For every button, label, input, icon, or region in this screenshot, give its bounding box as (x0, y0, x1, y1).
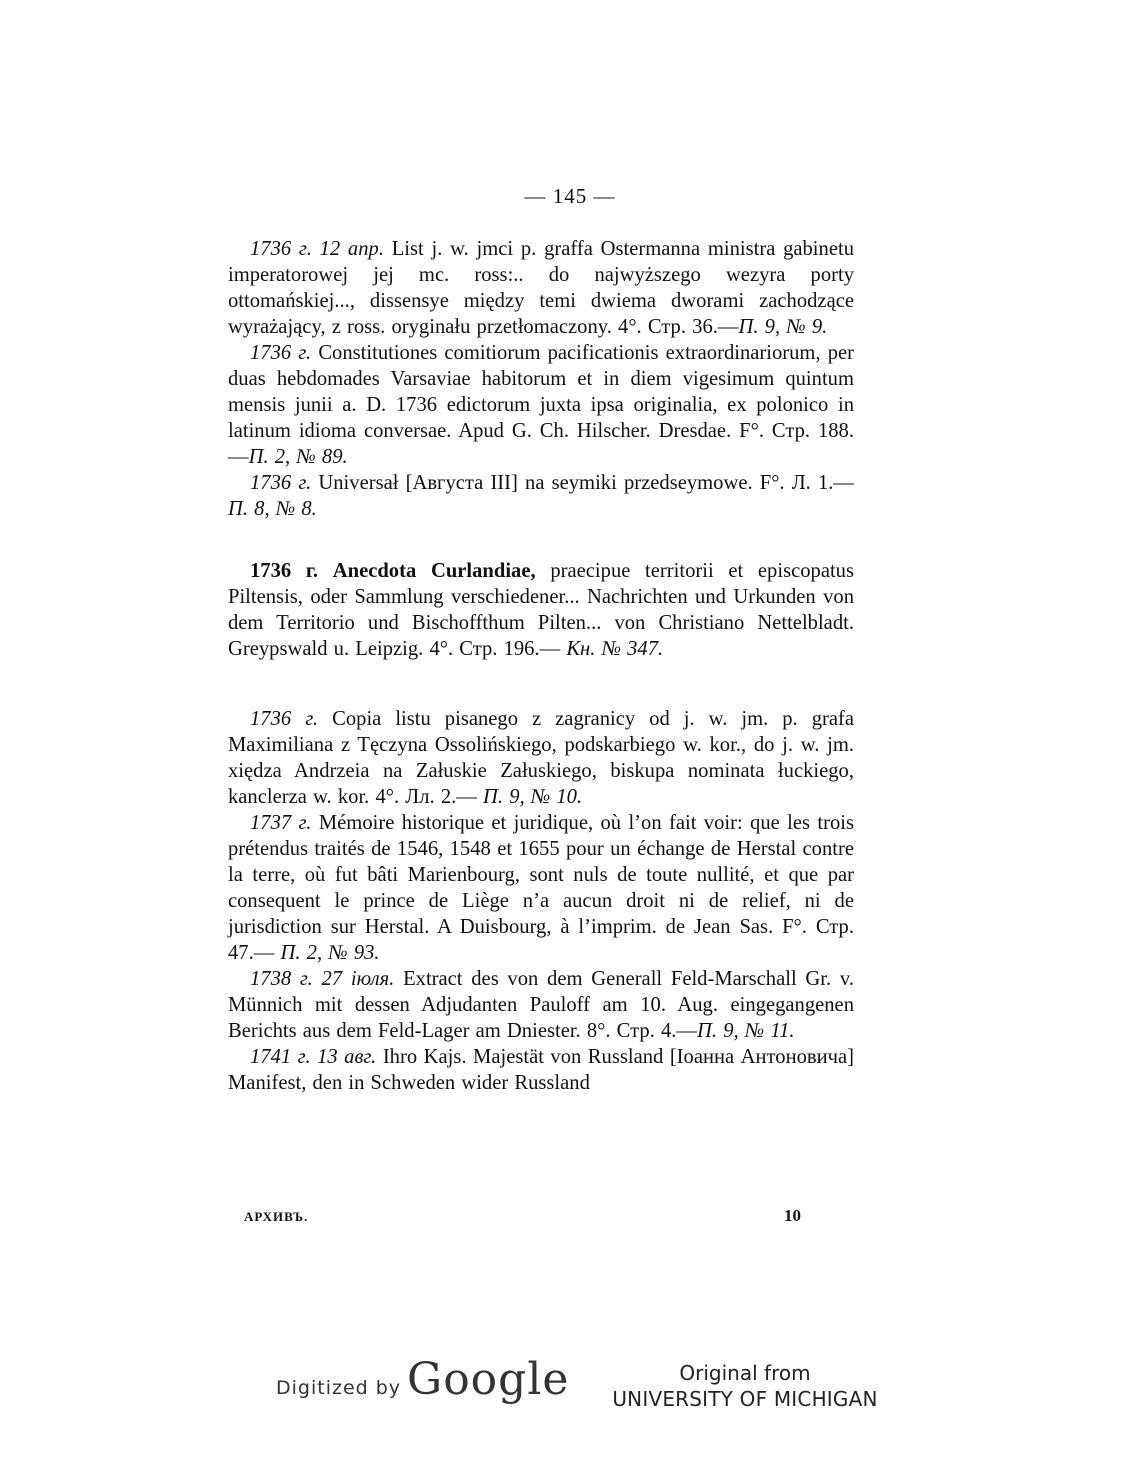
digitized-by-watermark (276, 1354, 569, 1405)
entry-1736-anecdota (228, 558, 854, 662)
entry-title: Anecdota Curlandiae, (332, 560, 536, 582)
entry-date: 1736 г. (250, 708, 319, 730)
entry-reference: П. 2, № 89. (248, 446, 348, 468)
entry-reference: П. 9, № 9. (738, 316, 828, 338)
entry-1736-constitutiones (228, 340, 854, 470)
entry-body: Extract des von dem Generall Feld-Marschall Gr. v. Münnich mit dessen Adjudanten Pauloff am 10. Aug. eingegangenen Berichts aus dem Feld-Lager am Dniester. 8°. Стр. 4.— (228, 968, 854, 1042)
entry-body: Copia listu pisanego z zagranicy od j. w. jm. p. grafa Maximiliana z Tęczyna Ossolińskiego, podskarbiego w. kor., do j. w. jm. xiędza Andrzeia na Załuskie Załuskiego, biskupa nominata łuckiego, kanclerza w. kor. 4°. Лл. 2.— (228, 708, 854, 808)
entry-reference: Кн. № 347. (566, 638, 664, 660)
page-number: — 145 — (524, 184, 616, 208)
google-logo: Google (407, 1354, 570, 1405)
institution-name: UNIVERSITY OF MICHIGAN (612, 1387, 878, 1411)
entry-date: 1736 г. (250, 342, 312, 364)
entry-reference: П. 9, № 10. (483, 786, 583, 808)
entry-date: 1736 г. 12 апр. (250, 238, 384, 260)
signature-mark: АРХИВЪ. (244, 1209, 309, 1224)
entry-body: Universał [Августа III] na seymiki przedseymowe. F°. Л. 1.— (318, 472, 855, 494)
entry-1736-copia (228, 706, 854, 810)
bibliography-entries (228, 236, 854, 1096)
original-from-text: Original from (679, 1361, 811, 1385)
entry-1741-manifest (228, 1044, 854, 1096)
entry-body: Mémoire historique et juridique, où l’on fait voir: que les trois prétendus traités de 1546, 1548 et 1655 pour un échange de Herstal contre la terre, où fut bâti Marienbourg, sont nuls de toute nullité, et que par consequent le prince de Liège n’a aucun droit ni de relief, ni de jurisdiction sur Herstal. A Duisbourg, à l’imprim. de Jean Sas. F°. Стр. 47.— (228, 812, 855, 964)
entry-body: Ihro Kajs. Majestät von Russland [Іоанна Антоновича] Manifest, den in Schweden wider Russland (228, 1046, 854, 1094)
entry-date: 1738 г. 27 іюля. (250, 968, 395, 990)
entry-body: List j. w. jmci p. graffa Ostermanna ministra gabinetu imperatorowej jej mc. ross:.. do najwyższego wezyra porty ottomańskiej..., dissensye między temi dwiema dworami zachodzące wyrażający, z ross. oryginału przetłomaczony. 4°. Стр. 36.— (228, 238, 854, 338)
entry-body: Constitutiones comitiorum pacificationis extraordinariorum, per duas hebdomades Varsaviae habitorum et in diem vigesimum quintum mensis junii a. D. 1736 edictorum juxta ipsa originalia, ex polonico in latinum idioma conversae. Apud G. Ch. Hilscher. Dresdae. F°. Стр. 188.— (228, 342, 854, 468)
entry-reference: П. 2, № 93. (280, 942, 380, 964)
sheet-number: 10 (784, 1206, 801, 1225)
entry-1736-apr (228, 236, 854, 340)
entry-date: 1736 г. (250, 472, 312, 494)
entry-1738-extract (228, 966, 854, 1044)
entry-body: praecipue territorii et episcopatus Piltensis, oder Sammlung verschiedener... Nachrichten und Urkunden von dem Territorio und Bischoffthum Pilten... von Christiano Nettelbladt. Greypswald u. Leipzig. 4°. Стр. 196.— (228, 560, 854, 660)
digitized-by-text: Digitized by (276, 1377, 402, 1399)
entry-date: 1737 г. (250, 812, 312, 834)
entry-reference: П. 8, № 8. (228, 498, 317, 520)
entry-1736-universal (228, 470, 854, 522)
entry-date: 1736 г. (250, 560, 319, 582)
entry-1737-memoire (228, 810, 854, 966)
entry-date: 1741 г. 13 авг. (250, 1046, 377, 1068)
original-from-watermark (600, 1360, 890, 1412)
entry-reference: П. 9, № 11. (697, 1020, 795, 1042)
